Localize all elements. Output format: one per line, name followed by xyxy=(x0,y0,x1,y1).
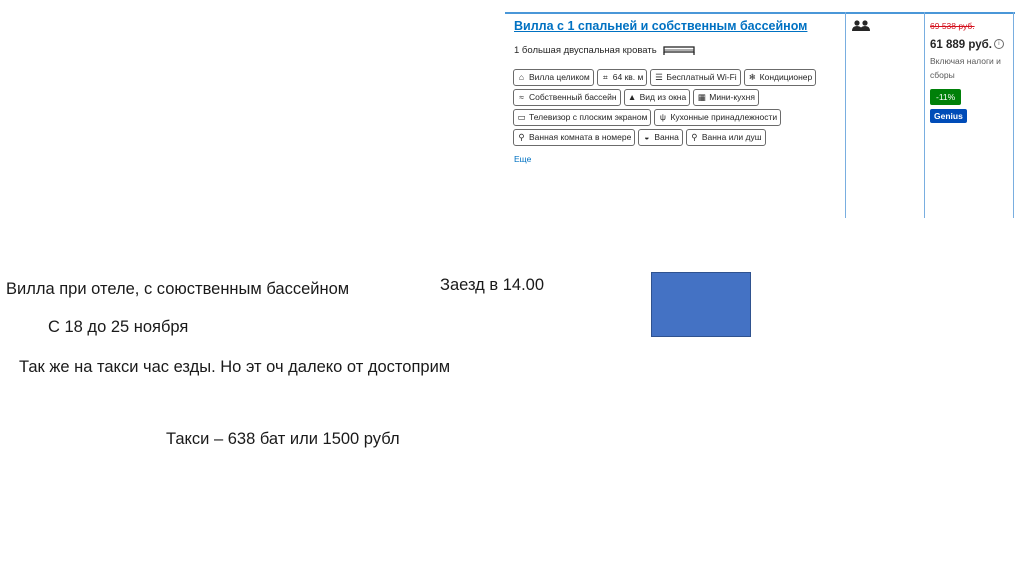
bed-icon xyxy=(663,46,695,56)
amenity-label: Кондиционер xyxy=(759,72,813,82)
amenity-label: Бесплатный Wi-Fi xyxy=(666,72,737,82)
guests-icon xyxy=(851,20,871,32)
amenity-label: Вилла целиком xyxy=(529,72,590,82)
amenity-chip xyxy=(624,89,691,106)
amenity-chip xyxy=(744,69,817,86)
amenity-icon: ⌗ xyxy=(602,72,608,82)
note-checkin: Заезд в 14.00 xyxy=(440,276,545,294)
amenity-label: Собственный бассейн xyxy=(529,92,617,102)
info-icon[interactable]: i xyxy=(994,39,1004,49)
amenity-label: Ванна или душ xyxy=(701,132,762,142)
note-taxi-time: Так же на такси час езды. Но эт оч далеко от достоприм xyxy=(19,358,451,376)
note-villa: Вилла при отеле, с союственным бассейном xyxy=(6,280,350,298)
amenity-icon: ▭ xyxy=(517,112,526,122)
amenity-label: Мини-кухня xyxy=(709,92,755,102)
amenity-icon: ▦ xyxy=(697,92,706,102)
genius-badge: Genius xyxy=(930,109,967,123)
amenity-row xyxy=(513,129,843,146)
amenity-chip xyxy=(650,69,740,86)
amenity-row xyxy=(513,109,843,126)
amenity-icon: ◒ xyxy=(644,132,650,142)
amenities-list xyxy=(513,69,843,149)
amenity-label: Телевизор с плоским экраном xyxy=(529,112,648,122)
amenity-icon: ⌂ xyxy=(518,72,525,82)
amenity-chip xyxy=(513,89,621,106)
amenity-chip xyxy=(654,109,781,126)
room-title-link[interactable]: Вилла с 1 спальней и собственным бассейном xyxy=(514,19,808,33)
more-amenities-link[interactable]: Еще xyxy=(514,154,532,164)
bed-text: 1 большая двуспальная кровать xyxy=(514,45,657,56)
amenity-label: Кухонные принадлежности xyxy=(670,112,778,122)
note-dates: С 18 до 25 ноября xyxy=(48,318,189,336)
discount-badge: -11% xyxy=(930,89,961,105)
amenity-label: Ванная комната в номере xyxy=(529,132,632,142)
top-divider xyxy=(505,12,1015,14)
amenity-label: Вид из окна xyxy=(639,92,687,102)
amenity-chip xyxy=(686,129,766,146)
amenity-icon: ☰ xyxy=(655,72,663,82)
column-divider xyxy=(845,12,846,218)
amenity-chip xyxy=(513,69,594,86)
amenity-icon: ❄ xyxy=(748,72,756,82)
amenity-icon: ⚲ xyxy=(691,132,698,142)
amenity-icon: ⚲ xyxy=(518,132,525,142)
amenity-chip xyxy=(513,109,651,126)
note-taxi-price: Такси – 638 бат или 1500 рубл xyxy=(166,430,400,448)
amenity-label: Ванна xyxy=(654,132,679,142)
blue-rectangle-shape xyxy=(651,272,751,337)
taxes-note: Включая налоги и сборы xyxy=(930,56,1001,80)
amenity-chip xyxy=(513,129,635,146)
amenity-icon: ψ xyxy=(659,112,666,122)
amenity-icon: ▲ xyxy=(627,92,637,102)
amenity-chip xyxy=(597,69,648,86)
amenity-row xyxy=(513,89,843,106)
amenity-icon: ≈ xyxy=(519,92,524,102)
amenity-chip xyxy=(638,129,683,146)
amenity-label: 64 кв. м xyxy=(612,72,644,82)
amenity-chip xyxy=(693,89,759,106)
old-price: 69 538 руб. xyxy=(930,21,975,31)
bed-info xyxy=(514,45,695,56)
current-price xyxy=(930,39,1004,51)
booking-room-screenshot xyxy=(505,12,1015,218)
column-divider xyxy=(1013,12,1014,218)
amenity-row xyxy=(513,69,843,86)
column-divider xyxy=(924,12,925,218)
current-price-value: 61 889 руб. xyxy=(930,39,992,51)
